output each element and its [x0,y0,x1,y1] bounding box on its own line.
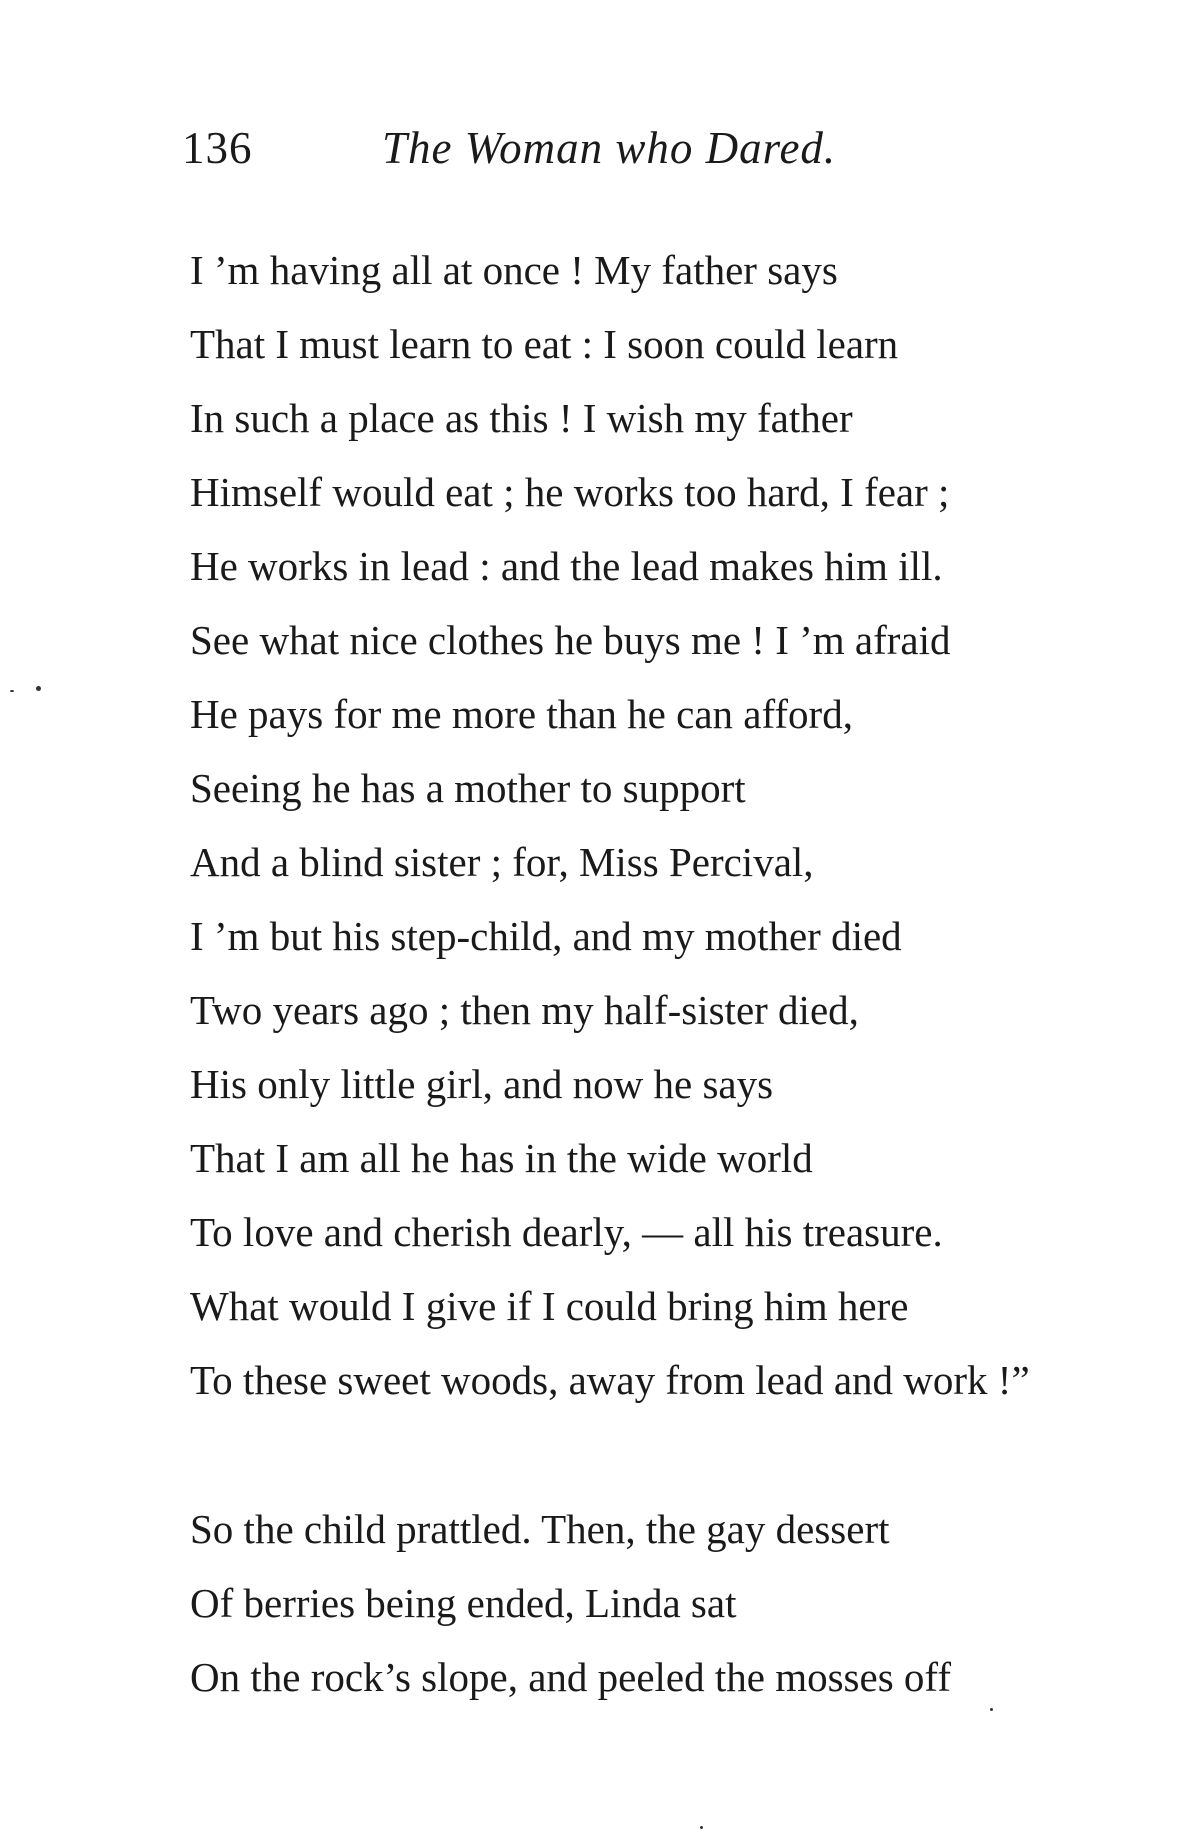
running-title: The Woman who Dared. [382,123,837,173]
verse-line: Of berries being ended, Linda sat [190,1580,737,1626]
verse-line: He pays for me more than he can afford, [190,691,853,737]
verse-line: To these sweet woods, away from lead and work !” [190,1357,1030,1403]
verse-line: What would I give if I could bring him here [190,1283,909,1329]
page-number: 136 [182,123,253,173]
verse-line: So the child prattled. Then, the gay dessert [190,1506,890,1552]
verse-line: I ’m having all at once ! My father says [190,247,838,293]
verse-line: Two years ago ; then my half-sister died, [190,987,859,1033]
verse-line: His only little girl, and now he says [190,1061,774,1107]
verse-line: In such a place as this ! I wish my father [190,395,853,441]
verse-line: That I must learn to eat : I soon could learn [190,321,899,367]
running-head [182,118,982,178]
verse-line: To love and cherish dearly, — all his treasure. [190,1209,943,1255]
verse-line: Seeing he has a mother to support [190,765,746,811]
scan-speck [36,686,41,691]
scan-speck [990,1708,993,1711]
verse-line: See what nice clothes he buys me ! I ’m afraid [190,617,951,663]
scan-speck [700,1826,703,1829]
scan-speck [10,690,14,692]
verse-line: Himself would eat ; he works too hard, I fear ; [190,469,950,515]
stanza-2 [190,1492,1130,1714]
verse-line: I ’m but his step-child, and my mother died [190,913,902,959]
stanza-1 [190,233,1130,1417]
verse-line: On the rock’s slope, and peeled the mosses off [190,1654,951,1700]
verse-line: And a blind sister ; for, Miss Percival, [190,839,814,885]
verse-line: He works in lead : and the lead makes him ill. [190,543,943,589]
verse-line: That I am all he has in the wide world [190,1135,813,1181]
